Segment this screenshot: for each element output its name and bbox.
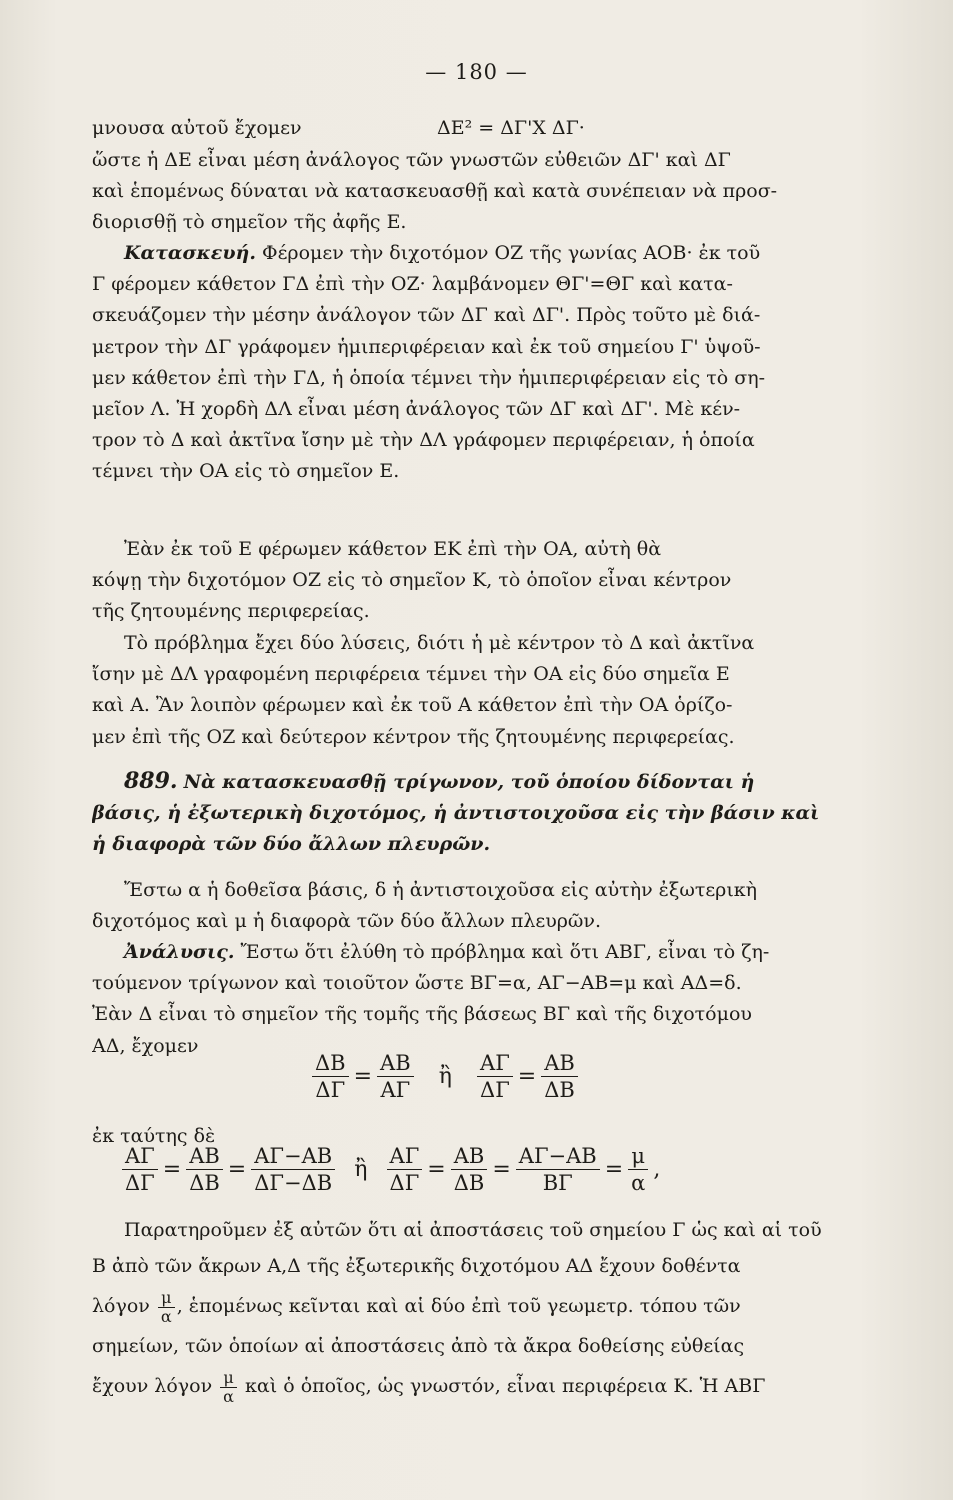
text-line: Παρατηροῦμεν ἐξ αὐτῶν ὅτι αἱ ἀποστάσεις τοῦ σημείου Γ ὡς καὶ αἱ τοῦ <box>124 1219 822 1241</box>
equation-2 <box>120 1143 663 1223</box>
numerator: ΑΓ−ΑΒ <box>251 1143 335 1170</box>
construction-heading: Κατασκευή. <box>124 242 256 264</box>
text-line: Γ φέρομεν κάθετον ΓΔ ἐπὶ τὴν ΟΖ· λαμβάνομεν ΘΓ'=ΘΓ καὶ κατα- <box>92 273 733 296</box>
paragraph-1 <box>92 145 904 239</box>
text-line: τούμενον τρίγωνον καὶ τοιοῦτον ὥστε ΒΓ=α, ΑΓ−ΑΒ=μ καὶ ΑΔ=δ. <box>92 972 742 995</box>
denominator: ΔΒ <box>453 1171 485 1195</box>
denominator: ΔΒ <box>544 1078 575 1102</box>
denominator: ΔΓ <box>125 1171 155 1195</box>
equals-sign: = <box>517 1064 537 1089</box>
fraction <box>312 1050 349 1103</box>
equals-sign: = <box>604 1157 624 1182</box>
numerator: ΑΓ <box>387 1143 423 1170</box>
numerator: ΑΒ <box>377 1050 414 1077</box>
text-line: σκευάζομεν τὴν μέσην ἀνάλογον τῶν ΔΓ καὶ ΔΓ'. Πρὸς τοῦτο μὲ διά- <box>92 304 761 327</box>
text-line: μεν κάθετον ἐπὶ τὴν ΓΔ, ἡ ὁποία τέμνει τὴν ἡμιπεριφέρειαν εἰς τὸ ση- <box>92 366 766 389</box>
text-line: διορισθῇ τὸ σημεῖον τῆς ἀφῆς Ε. <box>92 211 407 234</box>
fraction <box>516 1143 600 1196</box>
numerator: ΔΒ <box>312 1050 349 1077</box>
paragraph-6 <box>92 875 904 937</box>
numerator: μ <box>158 1289 175 1308</box>
numerator: ΑΓ <box>477 1050 513 1077</box>
closing-paragraph <box>92 1212 904 1408</box>
denominator: ΔΓ <box>480 1078 510 1102</box>
text-line: μεν ἐπὶ τῆς ΟΖ καὶ δεύτερον κέντρον τῆς ζητουμένης περιφερείας. <box>92 725 735 748</box>
text-line: ἡ διαφορὰ τῶν δύο ἄλλων πλευρῶν. <box>92 833 491 856</box>
fraction <box>451 1143 488 1196</box>
analysis-paragraph <box>92 937 904 1062</box>
paragraph-3 <box>92 534 904 628</box>
fraction <box>186 1143 223 1196</box>
text-line: Ἐὰν ἐκ τοῦ Ε φέρωμεν κάθετον ΕΚ ἐπὶ τὴν ΟΑ, αὐτὴ θὰ <box>124 538 662 560</box>
text-line <box>92 1284 904 1328</box>
text-line: διχοτόμος καὶ μ ἡ διαφορὰ τῶν δύο ἄλλων πλευρῶν. <box>92 910 602 933</box>
text-line: τῆς ζητουμένης περιφερείας. <box>92 600 370 623</box>
text-fragment: λόγον <box>92 1295 150 1317</box>
equals-sign: = <box>492 1157 511 1182</box>
text-line: ὥστε ἡ ΔΕ εἶναι μέση ἀνάλογος τῶν γνωστῶν εὐθειῶν ΔΓ' καὶ ΔΓ <box>92 149 731 171</box>
text-line: μετρον τὴν ΔΓ γράφομεν ἡμιπεριφέρειαν καὶ ἐκ τοῦ σημείου Γ' ὑψοῦ- <box>92 335 761 358</box>
denominator: α <box>631 1171 646 1195</box>
fraction <box>251 1143 335 1196</box>
equals-sign: = <box>353 1064 373 1089</box>
numerator: ΑΒ <box>451 1143 488 1170</box>
fraction <box>477 1050 513 1103</box>
fraction <box>387 1143 423 1196</box>
text-line <box>92 937 904 968</box>
text-line: καὶ ἑπομένως δύναται νὰ κατασκευασθῇ καὶ κατὰ συνέπειαν νὰ προσ- <box>92 180 778 203</box>
text-line: τρον τὸ Δ καὶ ἀκτῖνα ἴσην μὲ τὴν ΔΛ γράφομεν περιφέρειαν, ἡ ὁποία <box>92 429 755 452</box>
text-line <box>92 238 904 269</box>
paragraph-4 <box>92 628 904 753</box>
text-line: σημείων, τῶν ὁποίων αἱ ἀποστάσεις ἀπὸ τὰ ἄκρα δοθείσης εὐθείας <box>92 1335 745 1357</box>
denominator: ΔΓ−ΔΒ <box>254 1171 333 1195</box>
problem-number: 889. <box>124 768 178 794</box>
text-line: μεῖον Λ. Ἡ χορδὴ ΔΛ εἶναι μέση ἀνάλογος τῶν ΔΓ καὶ ΔΓ'. Μὲ κέν- <box>92 398 741 421</box>
numerator: ΑΒ <box>186 1143 223 1170</box>
text-line <box>92 1364 904 1408</box>
intro-line <box>92 113 904 144</box>
denominator: α <box>223 1386 234 1406</box>
text-line: Ἔστω α ἡ δοθεῖσα βάσις, δ ἡ ἀντιστοιχοῦσα εἰς αὐτὴν ἐξωτερικὴ <box>124 879 758 901</box>
numerator: μ <box>220 1369 237 1388</box>
construction-paragraph <box>92 238 904 488</box>
text-fragment: ἔχουν λόγον <box>92 1375 213 1397</box>
numerator: ΑΒ <box>541 1050 578 1077</box>
text-fragment: καὶ ὁ ὁποῖος, ὡς γνωστόν, εἶναι περιφέρεια Κ. Ἡ ΑΒΓ <box>245 1375 766 1397</box>
numerator: ΑΓ−ΑΒ <box>516 1143 600 1170</box>
equals-sign: = <box>427 1157 446 1182</box>
fraction <box>377 1050 414 1103</box>
fraction <box>628 1143 648 1196</box>
fraction <box>541 1050 578 1103</box>
text-line: Ἐὰν Δ εἶναι τὸ σημεῖον τῆς τομῆς τῆς βάσεως ΒΓ καὶ τῆς διχοτόμου <box>92 1003 752 1026</box>
intro-equation: ΔΕ² = ΔΓ'Χ ΔΓ· <box>437 117 585 139</box>
text-fragment: , ἑπομένως κεῖνται καὶ αἱ δύο ἐπὶ τοῦ γεωμετρ. τόπου τῶν <box>176 1295 741 1317</box>
or-word: ἢ <box>438 1064 452 1089</box>
intro-block <box>92 113 904 144</box>
problem-title: Νὰ κατασκευασθῇ τρίγωνον, τοῦ ὁποίου δίδονται ἡ <box>183 771 755 793</box>
text-line: Β ἀπὸ τῶν ἄκρων Α,Δ τῆς ἐξωτερικῆς διχοτόμου ΑΔ ἔχουν δοθέντα <box>92 1255 741 1277</box>
text-line: καὶ Α. Ἂν λοιπὸν φέρωμεν καὶ ἐκ τοῦ Α κάθετον ἐπὶ τὴν ΟΑ ὁρίζο- <box>92 694 733 717</box>
comma: , <box>653 1157 661 1182</box>
construction-first-line: Φέρομεν τὴν διχοτόμον ΟΖ τῆς γωνίας ΑΟΒ· ἐκ τοῦ <box>262 242 761 264</box>
fraction <box>122 1143 158 1196</box>
analysis-heading: Ἀνάλυσις. <box>124 941 235 963</box>
text-line: βάσις, ἡ ἐξωτερικὴ διχοτόμος, ἡ ἀντιστοιχοῦσα εἰς τὴν βάσιν καὶ <box>92 802 820 825</box>
fraction <box>158 1289 175 1326</box>
text-line: κόψῃ τὴν διχοτόμον ΟΖ εἰς τὸ σημεῖον Κ, τὸ ὁποῖον εἶναι κέντρον <box>92 569 732 592</box>
text-line <box>92 766 904 798</box>
intro-text: μνουσα αὐτοῦ ἔχομεν <box>92 117 302 139</box>
numerator: ΑΓ <box>122 1143 158 1170</box>
text-line: ΑΔ, ἔχομεν <box>92 1034 199 1057</box>
denominator: α <box>160 1306 172 1326</box>
from-this-label: ἐκ ταύτης δὲ <box>92 1125 216 1147</box>
denominator: ΔΓ <box>389 1171 420 1195</box>
denominator: ΔΒ <box>189 1171 220 1195</box>
text-line: ἴσην μὲ ΔΛ γραφομένη περιφέρεια τέμνει τὴν ΟΑ εἰς δύο σημεῖα Ε <box>92 663 730 686</box>
problem-889 <box>92 766 904 861</box>
text-line: Τὸ πρόβλημα ἔχει δύο λύσεις, διότι ἡ μὲ κέντρον τὸ Δ καὶ ἀκτῖνα <box>124 632 755 654</box>
numerator: μ <box>628 1143 648 1170</box>
equation-1 <box>310 1050 580 1130</box>
equals-sign: = <box>162 1157 182 1182</box>
equals-sign: = <box>227 1157 247 1182</box>
fraction <box>220 1369 237 1406</box>
analysis-first-line: Ἔστω ὅτι ἐλύθη τὸ πρόβλημα καὶ ὅτι ΑΒΓ, εἶναι τὸ ζη- <box>240 941 770 963</box>
page-number: — 180 — <box>425 60 528 84</box>
denominator: ΔΓ <box>315 1078 346 1102</box>
denominator: ΒΓ <box>542 1171 573 1195</box>
text-line: τέμνει τὴν ΟΑ εἰς τὸ σημεῖον Ε. <box>92 460 400 483</box>
denominator: ΑΓ <box>380 1078 411 1102</box>
or-word: ἢ <box>354 1157 368 1182</box>
